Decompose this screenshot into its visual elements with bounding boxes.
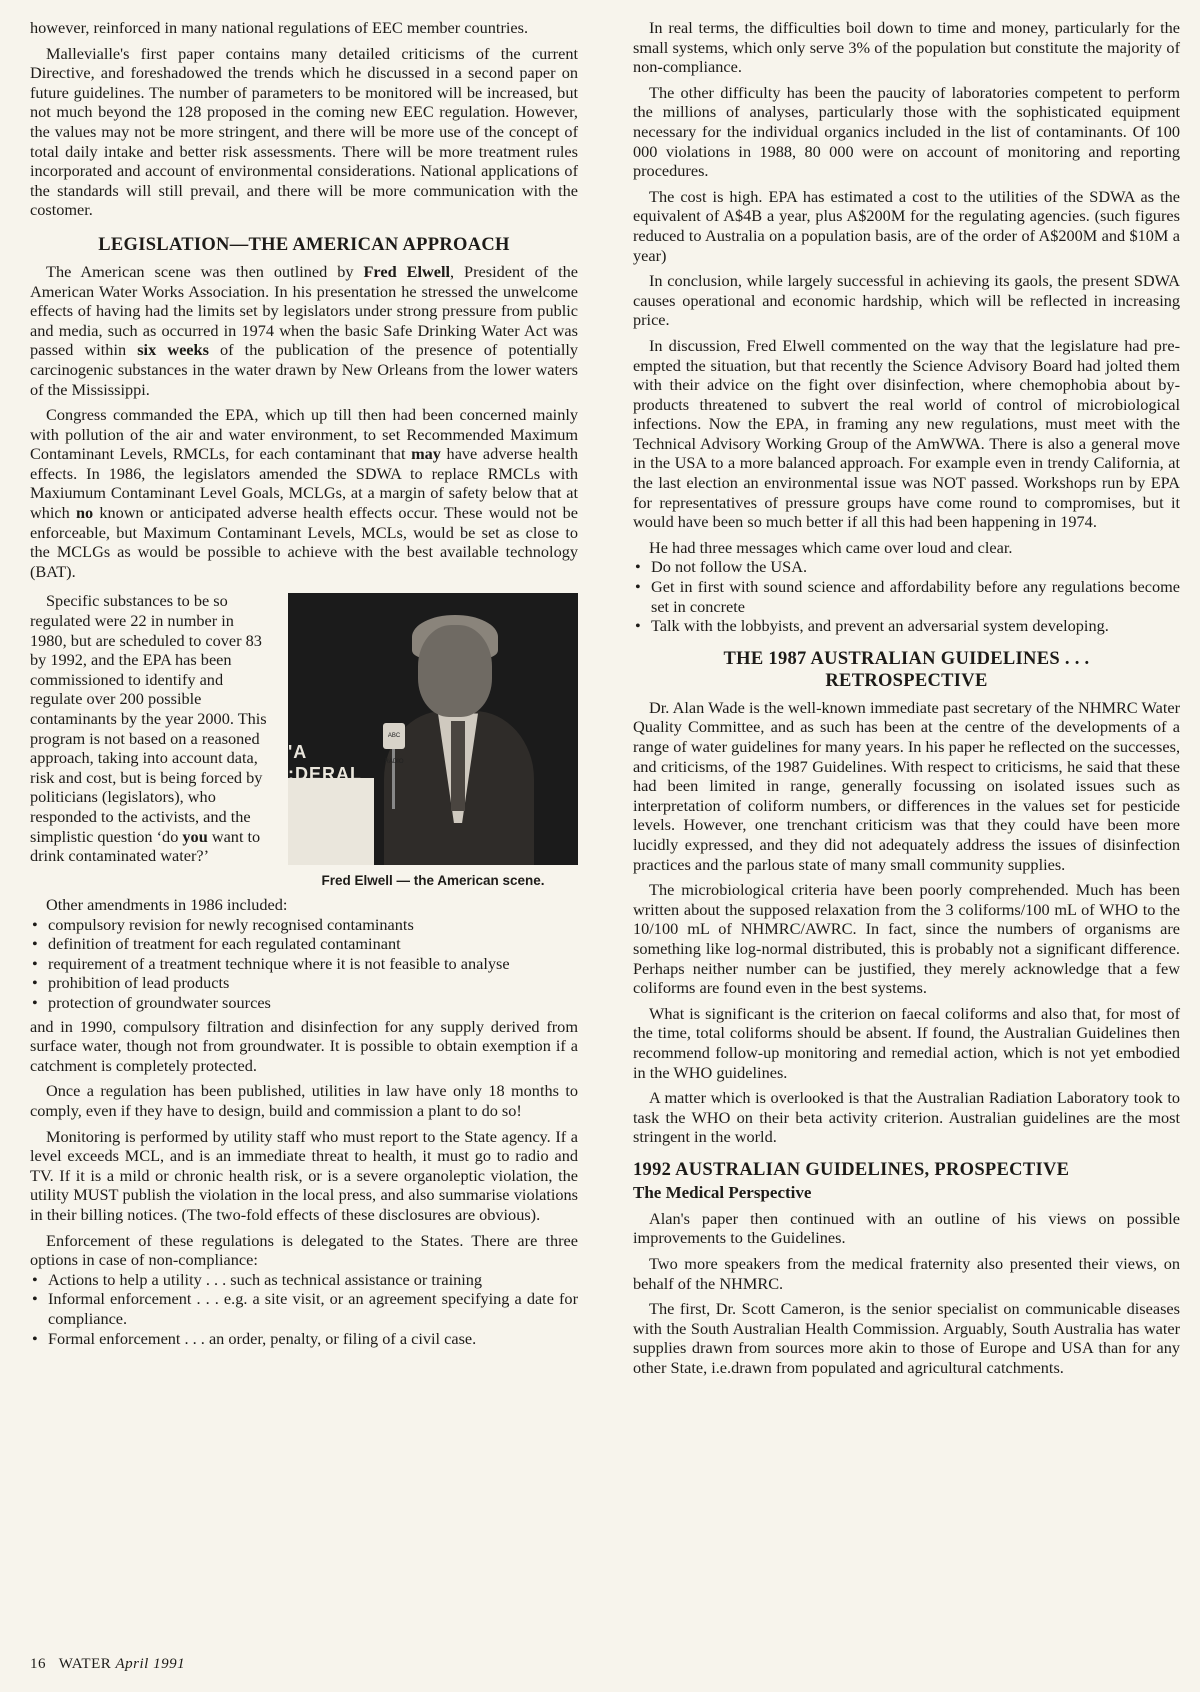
- list-item: • Informal enforcement . . . e.g. a site visit, or an agreement specifying a date for compliance.: [30, 1289, 578, 1328]
- paragraph: and in 1990, compulsory filtration and disinfection for any supply derived from surface water, though not from groundwater. It is possible to obtain exemption if a catchment is completely protected.: [30, 1016, 578, 1075]
- list-item: • Formal enforcement . . . an order, penalty, or filing of a civil case.: [30, 1329, 578, 1349]
- photo-fred-elwell: [288, 593, 578, 865]
- page-number: 16: [30, 1656, 46, 1672]
- paragraph: Monitoring is performed by utility staff who must report to the State agency. If a level exceeds MCL, and is an immediate threat to health, it must go to radio and TV. If it is a mild or chronic health risk, or is a severe organoleptic violation, the utility MUST publish the violation in the local press, and also summarise violations in their billing notices. (The two-fold effects of these disclosures are obvious).: [30, 1126, 578, 1224]
- list-item: • Do not follow the USA.: [633, 557, 1180, 577]
- issue-date: April 1991: [115, 1656, 186, 1672]
- paragraph: however, reinforced in many national regulations of EEC member countries.: [30, 18, 529, 37]
- amendments-list: [30, 915, 578, 1013]
- paragraph: The first, Dr. Scott Cameron, is the senior specialist on communicable diseases with the South Australian Health Commission. Arguably, South Australia has water supplies drawn from sources more akin to those of Europe and USA than for any other State, i.e.drawn from populated and agricultural catchments.: [633, 1299, 1180, 1378]
- list-item: • requirement of a treatment technique where it is not feasible to analyse: [30, 954, 578, 974]
- paragraph: Two more speakers from the medical fraternity also presented their views, on behalf of the NHMRC.: [633, 1254, 1180, 1293]
- paragraph: In discussion, Fred Elwell commented on the way that the legislature had pre-empted the situation, but that recently the Science Advisory Board had jolted them with their advice on the fight over disinfection, where chemophobia about by-products threatened to subvert the real world of control of microbiological infections. Now the EPA, in framing any new regulations, must meet with the Technical Advisory Working Group of the AmWWA. There is also a general move in the USA to a more balanced approach. For example even in trendy California, at the last election an environmental issue was NOT passed. Workshops run by EPA for representatives of pressure groups have come round to compromises, but it would have been so much better if all this had been happening in 1974.: [633, 335, 1180, 532]
- paragraph: The microbiological criteria have been poorly comprehended. Much has been written about the supposed relaxation from the 3 coliforms/100 mL of WHO to the 10/100 mL of NHMRC/AWRC. In fact, since the numbers of organisms are something like log-normal distributed, this is probably not a significant difference. Perhaps neither number can be justified, they merely acknowledge that a few coliforms are found even in the best systems.: [633, 880, 1180, 998]
- section-heading: LEGISLATION—THE AMERICAN APPROACH: [98, 234, 510, 255]
- page-footer: [30, 1656, 185, 1673]
- section-heading-1992: 1992 AUSTRALIAN GUIDELINES, PROSPECTIVE: [633, 1159, 1070, 1180]
- enforcement-list: [30, 1270, 578, 1348]
- paragraph: Once a regulation has been published, utilities in law have only 18 months to comply, even if they have to design, build and commission a plant to do so!: [30, 1081, 578, 1120]
- speaker-name: Fred Elwell: [363, 261, 450, 281]
- paragraph: Congress commanded the EPA, which up till then had been concerned mainly with pollution of the air and water environment, to set Recommended Maximum Contaminant Levels, RMCLs, for each contaminant that may have adverse health effects. In 1986, the legislators amended the SDWA to replace RMCLs with Maxiumum Contaminant Level Goals, MCLGs, at a margin of safety below that at which no known or anticipated adverse health effects occur. These would not be enforceable, but Maximum Contaminant Levels, MCLs, would be set as close to the MCLGs as would be possible to achieve with the best available technology (BAT).: [30, 405, 578, 581]
- subheading-medical: The Medical Perspective: [633, 1182, 812, 1202]
- paragraph: The cost is high. EPA has estimated a cost to the utilities of the SDWA as the equivalent of A$4B a year, plus A$200M for the regulating agencies. (such figures reduced to Australia on a population basis, are of the order of A$200M and $10M a year): [633, 186, 1180, 265]
- paragraph: He had three messages which came over loud and clear.: [649, 537, 1013, 557]
- left-column: [30, 18, 578, 1352]
- photo-sign-text: 'A :DERAL ENTION: [288, 742, 363, 807]
- paragraph: What is significant is the criterion on faecal coliforms and also that, for most of the time, total coliforms should be absent. If found, the Australian Guidelines then recommend follow-up monitoring and remedial action, which is not yet embodied in the WHO guidelines.: [633, 1003, 1180, 1082]
- paragraph: Enforcement of these regulations is delegated to the States. There are three options in case of non-compliance:: [30, 1230, 578, 1270]
- figure-wrap: [30, 587, 578, 895]
- paragraph: Dr. Alan Wade is the well-known immediate past secretary of the NHMRC Water Quality Committee, and as such has been at the centre of the developments of a range of water guidelines for many years. In his paper he reflected on the successes, and criticisms, of the 1987 Guidelines. With respect to criticisms, he said that these had been limited in range, generally focussing on isolated issues such as interpretation of coliform numbers, or differences in the values set for pesticide levels. However, one trenchant criticism was that they could have been more lucidly expressed, and they did not adequately address the issues of disinfection practices and the parlous state of many small community supplies.: [633, 697, 1181, 874]
- paragraph: In conclusion, while largely successful in achieving its gaols, the present SDWA causes operational and economic hardship, which will be reflected in increasing price.: [633, 271, 1180, 330]
- section-heading-1987: THE 1987 AUSTRALIAN GUIDELINES . . . RETROSPECTIVE: [723, 648, 1090, 691]
- publication-name: WATER: [58, 1656, 112, 1672]
- paragraph: In real terms, the difficulties boil down to time and money, particularly for the small systems, which only serve 3% of the population but constitute the majority of non-compliance.: [633, 18, 1180, 77]
- messages-list: [633, 557, 1180, 635]
- list-item: • Talk with the lobbyists, and prevent an adversarial system developing.: [633, 616, 1180, 636]
- list-item: • Get in first with sound science and affordability before any regulations become set in concrete: [633, 577, 1180, 616]
- paragraph: Alan's paper then continued with an outline of his views on possible improvements to the Guidelines.: [633, 1208, 1180, 1248]
- list-item: • compulsory revision for newly recognised contaminants: [30, 915, 578, 935]
- paragraph: Other amendments in 1986 included:: [46, 895, 288, 915]
- paragraph: The other difficulty has been the paucity of laboratories competent to perform the millions of analyses, particularly those with the sophisticated equipment necessary for the individual organics included in the list of contaminants. Of 100 000 violations in 1988, 80 000 were on account of monitoring and reporting procedures.: [633, 82, 1180, 181]
- paragraph: The American scene was then outlined by Fred Elwell, President of the American Water Works Association. In his presentation he stressed the unwelcome effects of having had the limits set by legislators under strong pressure from public and media, such as occurred in 1974 when the basic Safe Drinking Water Act was passed within six weeks of the publication of the presence of potentially carcinogenic substances in the water drawn by New Orleans from the lower waters of the Mississippi.: [30, 261, 579, 399]
- paragraph: Specific substances to be so regulated were 22 in number in 1980, but are scheduled to cover 83 by 1992, and the EPA has been commissioned to identify and regulate over 200 possible contaminants by the year 2000. This program is not based on a reasoned approach, taking into account data, risk and cost, but is being forced by politicians (legislators), who responded to the activists, and the simplistic question ‘do you want to drink contaminated water?’: [30, 591, 267, 866]
- right-column: [633, 18, 1180, 1384]
- list-item: • definition of treatment for each regulated contaminant: [30, 934, 578, 954]
- list-item: • prohibition of lead products: [30, 973, 578, 993]
- figure: [288, 593, 578, 891]
- list-item: • protection of groundwater sources: [30, 993, 578, 1013]
- microphone-label: ABC RADIO: [383, 723, 405, 749]
- photo-caption: Fred Elwell — the American scene.: [321, 873, 545, 889]
- list-item: • Actions to help a utility . . . such as technical assistance or training: [30, 1270, 578, 1290]
- paragraph: Mallevialle's first paper contains many detailed criticisms of the current Directive, and foreshadowed the trends which he discussed in a second paper on future guidelines. The number of parameters to be monitored will be increased, but not much beyond the 128 proposed in the coming new EEC regulation. However, the values may not be more stringent, and there will be more use of the concept of total daily intake and better risk assessments. There will be more treatment rules incorporated and account of environmental considerations. National applications of the standards will still prevail, and there will be more communication with the costomer.: [30, 43, 578, 220]
- paragraph: A matter which is overlooked is that the Australian Radiation Laboratory took to task the WHO on their beta activity criterion. Australian guidelines are the most stringent in the world.: [633, 1088, 1180, 1147]
